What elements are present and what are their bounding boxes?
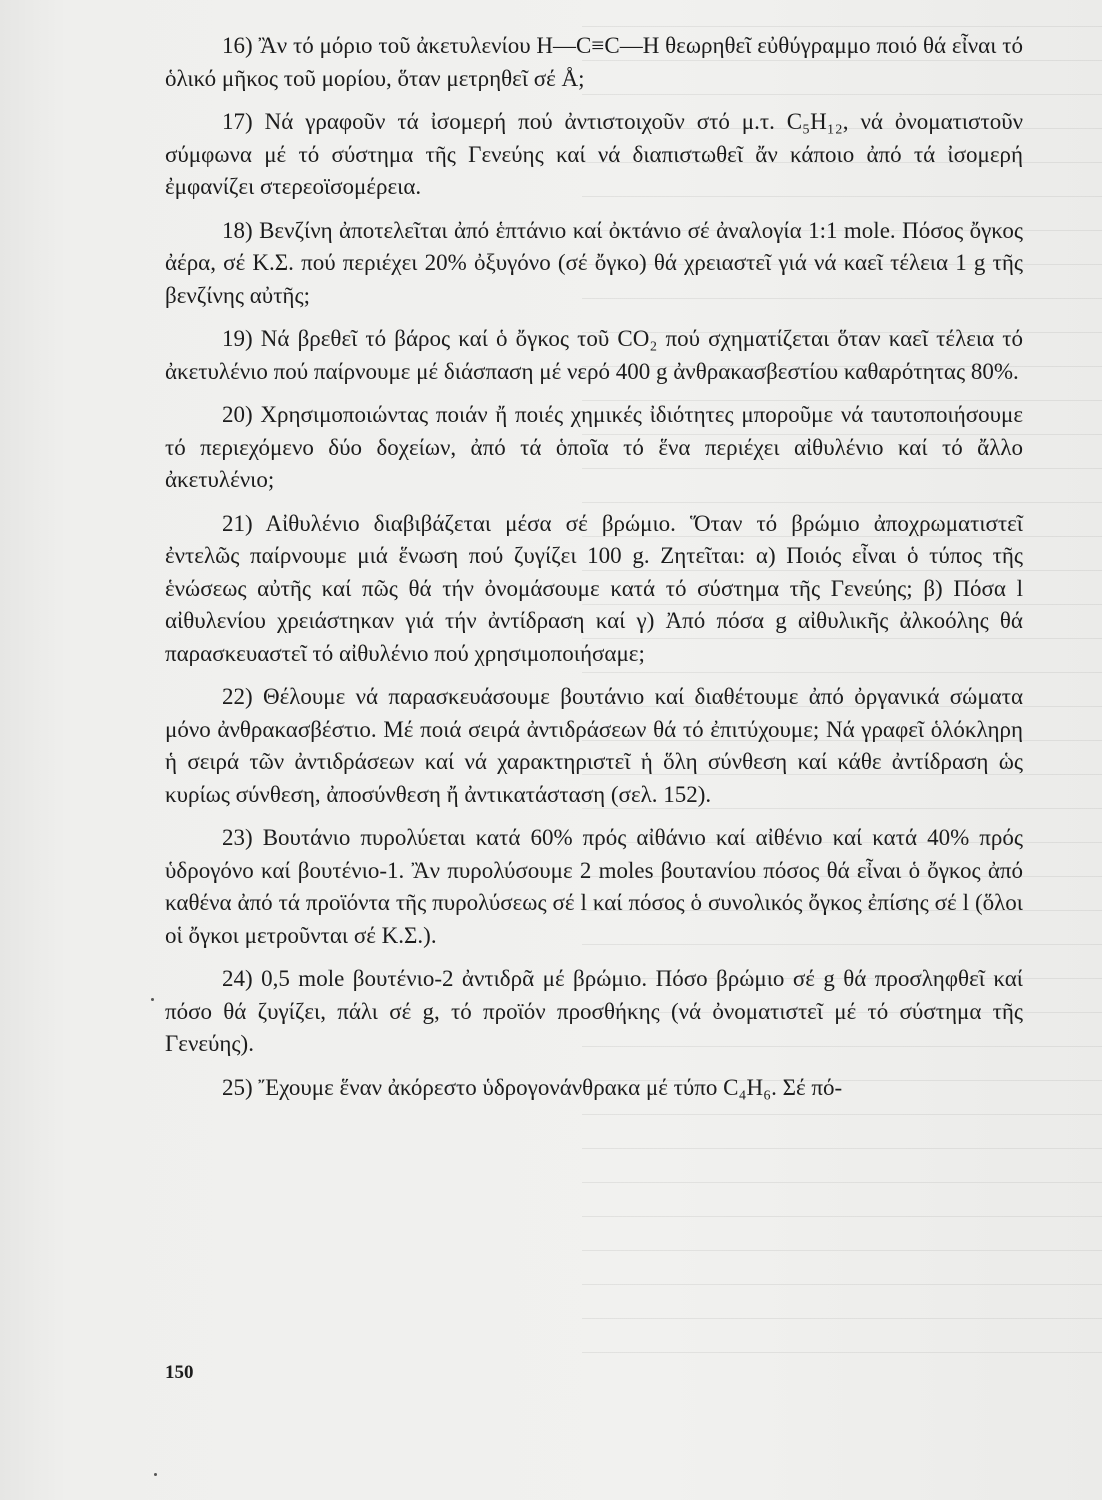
page-number: 150 <box>165 1362 194 1383</box>
exercise-18: 18) Βενζίνη ἀποτελεῖται ἀπό ἑπτάνιο καί ὀκτάνιο σέ ἀναλογία 1:1 mole. Πόσος ὄγκος ἀέρα, σέ Κ.Σ. πού περιέχει 20% ὀξυγόνο (σέ ὄγκο) θά χρειαστεῖ γιά νά καεῖ τέλεια 1 g τῆς βενζίνης αὐτῆς; <box>165 217 1023 308</box>
exercise-23: 23) Βουτάνιο πυρολύεται κατά 60% πρός αἰθάνιο καί αἰθένιο καί κατά 40% πρός ὑδρογόνο καί βουτένιο-1. Ἂν πυρολύσουμε 2 moles βουτανίου πόσος θά εἶναι ὁ ὄγκος ἀπό καθένα ἀπό τά προϊόντα τῆς πυρολύσεως σέ l καί πόσος ὁ συνολικός ὄγκος ἐπίσης σέ l (ὅλοι οἱ ὄγκοι μετροῦνται σέ Κ.Σ.). <box>165 825 1023 948</box>
exercise-16: 16) Ἂν τό μόριο τοῦ ἀκετυλενίου H—C≡C—H θεωρηθεῖ εὐθύγραμμο ποιό θά εἶναι τό ὁλικό μῆκος τοῦ μορίου, ὅταν μετρηθεῖ σέ Å; <box>165 33 1023 91</box>
exercise-22: 22) Θέλουμε νά παρασκευάσουμε βουτάνιο καί διαθέτουμε ἀπό ὀργανικά σώματα μόνο ἀνθρακασβέστιο. Μέ ποιά σειρά ἀντιδράσεων θά τό ἐπιτύχουμε; Νά γραφεῖ ὁλόκληρη ἡ σειρά τῶν ἀντιδράσεων καί νά χαρακτηριστεῖ ἡ ὅλη σύνθεση καί κάθε ἀντίδραση ὡς κυρίως σύνθεση, ἀποσύνθεση ἤ ἀντικατάσταση (σελ. 152). <box>165 684 1023 807</box>
exercise-24: 24) 0,5 mole βουτένιο-2 ἀντιδρᾶ μέ βρώμιο. Πόσο βρώμιο σέ g θά προσληφθεῖ καί πόσο θά ζυγίζει, πάλι σέ g, τό προϊόν προσθήκης (νά ὀνοματιστεῖ μέ τό σύστημα τῆς Γενεύης). <box>165 966 1023 1056</box>
exercise-25: 25) Ἔχουμε ἕναν ἀκόρεστο ὑδρογονάνθρακα μέ τύπο C₄H₆. Σέ πό- <box>222 1074 843 1100</box>
exercise-19: 19) Νά βρεθεῖ τό βάρος καί ὁ ὄγκος τοῦ CO₂ πού σχηματίζεται ὅταν καεῖ τέλεια τό ἀκετυλένιο πού παίρνουμε μέ διάσπαση μέ νερό 400 g ἀνθρακασβεστίου καθαρότητας 80%. <box>165 326 1023 384</box>
scan-speck <box>154 1473 157 1476</box>
exercise-20: 20) Χρησιμοποιώντας ποιάν ἤ ποιές χημικές ἰδιότητες μποροῦμε νά ταυτοποιήσουμε τό περιεχόμενο δύο δοχείων, ἀπό τά ὁποῖα τό ἕνα περιέχει αἰθυλένιο καί τό ἄλλο ἀκετυλένιο; <box>165 402 1023 492</box>
scan-speck <box>151 998 154 1001</box>
exercise-17: 17) Νά γραφοῦν τά ἰσομερή πού ἀντιστοιχοῦν στό μ.τ. C₅H₁₂, νά ὀνοματιστοῦν σύμφωνα μέ τό σύστημα τῆς Γενεύης καί νά διαπιστωθεῖ ἄν κάποιο ἀπό τά ἰσομερή ἐμφανίζει στερεοϊσομέρεια. <box>165 109 1023 199</box>
exercise-21: 21) Αἰθυλένιο διαβιβάζεται μέσα σέ βρώμιο. Ὅταν τό βρώμιο ἀποχρωματιστεῖ ἐντελῶς παίρνουμε μιά ἕνωση πού ζυγίζει 100 g. Ζητεῖται: α) Ποιός εἶναι ὁ τύπος τῆς ἑνώσεως αὐτῆς καί πῶς θά τήν ὀνομάσουμε κατά τό σύστημα τῆς Γενεύης; β) Πόσα l αἰθυλενίου χρειάστηκαν γιά τήν ἀντίδραση καί γ) Ἀπό πόσα g αἰθυλικῆς ἀλκοόλης θά παρασκευαστεῖ τό αἰθυλένιο πού χρησιμοποιήσαμε; <box>165 510 1023 666</box>
exercise-list <box>165 30 1023 1115</box>
